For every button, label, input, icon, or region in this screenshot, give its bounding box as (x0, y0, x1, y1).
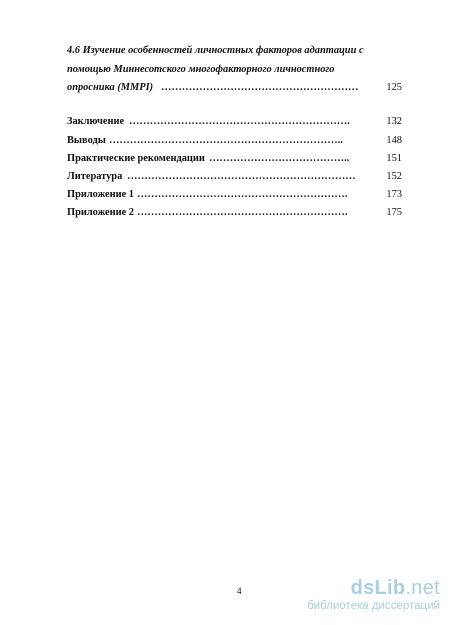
dslib-watermark (258, 577, 446, 617)
toc-entry-findings (67, 133, 402, 149)
toc-leader-dots: ………………………………….. (209, 153, 350, 164)
toc-page-number: 151 (386, 153, 402, 164)
section-heading-line-2: помощью Миннесотского многофакторного личностного (67, 64, 335, 75)
toc-entry-literature (67, 169, 402, 185)
toc-entry-label: Приложение 1 (67, 189, 135, 200)
section-heading-line-1: 4.6 Изучение особенностей личностных факторов адаптации с (67, 45, 364, 56)
toc-entry-label: Заключение (67, 116, 125, 127)
toc-leader-dots: ……………………………………………………. (137, 189, 348, 200)
toc-entry-appendix-1 (67, 187, 402, 203)
watermark-logo (351, 577, 440, 600)
toc-page-number: 173 (386, 189, 402, 200)
toc-entry-label: Литература (67, 171, 123, 182)
toc-entry-label: Практические рекомендации (67, 153, 205, 164)
page-number: 4 (237, 586, 242, 596)
toc-entry-label: Приложение 2 (67, 207, 135, 218)
toc-entry-section-4-6 (67, 80, 402, 96)
toc-leader-dots: ………………………………………………………… (127, 171, 356, 182)
toc-leader-dots: ………………………………………………………. (129, 116, 350, 127)
toc-leader-dots: ………………………………………………… (161, 82, 359, 93)
watermark-logo-suffix: .net (405, 577, 440, 599)
toc-leader-dots: ………………………………………………………….. (109, 135, 343, 146)
toc-entry-appendix-2 (67, 205, 402, 221)
toc-entry-label: опросника (MMPI) (67, 82, 154, 93)
toc-page-number: 175 (386, 207, 402, 218)
toc-page-number: 152 (386, 171, 402, 182)
toc-leader-dots: ……………………………………………………. (137, 207, 348, 218)
toc-page-number: 132 (386, 116, 402, 127)
watermark-logo-text: dsLib (350, 577, 406, 599)
watermark-subtitle: библиотека диссертаций (307, 600, 440, 612)
toc-entry-conclusion (67, 114, 402, 130)
toc-page-number: 148 (386, 135, 402, 146)
toc-entry-recommendations (67, 151, 402, 167)
toc-entry-label: Выводы (67, 135, 106, 146)
toc-page-number: 125 (386, 82, 402, 93)
